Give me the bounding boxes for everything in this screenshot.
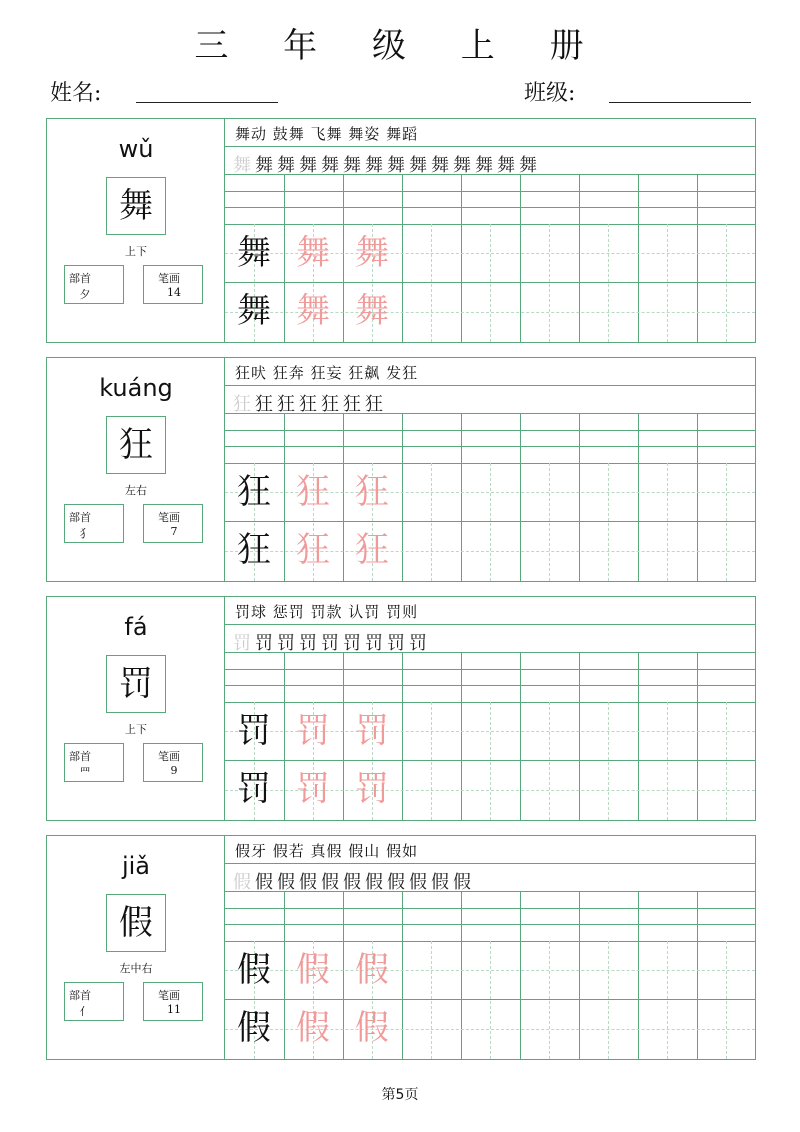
stroke-step: 舞 (255, 155, 274, 176)
grid-guide (726, 224, 727, 342)
trace-character[interactable]: 舞 (296, 233, 330, 273)
stroke-step: 假 (365, 872, 384, 893)
grid-line (225, 685, 755, 686)
character-card (46, 357, 756, 582)
pinyin: jiǎ (121, 852, 151, 880)
model-character: 罚 (237, 769, 271, 809)
stroke-step: 罚 (387, 633, 406, 654)
grid-line (225, 446, 755, 447)
trace-character[interactable]: 罚 (296, 769, 330, 809)
stroke-step: 罚 (255, 633, 274, 654)
grid-guide (490, 941, 491, 1059)
model-character: 假 (237, 950, 271, 990)
stroke-step: 狂 (233, 394, 252, 415)
grid-guide (667, 463, 668, 581)
grid-line (520, 891, 521, 1059)
grid-line (225, 863, 755, 864)
grid-line (520, 652, 521, 820)
stroke-step: 舞 (387, 155, 406, 176)
word-examples: 假牙 假若 真假 假山 假如 (235, 842, 419, 860)
stroke-step: 舞 (321, 155, 340, 176)
radical-label: 部首 (69, 989, 91, 1002)
page-title: 三 年 级 上 册 (194, 26, 606, 66)
grid-guide (667, 702, 668, 820)
grid-line (225, 908, 755, 909)
stroke-step: 狂 (277, 394, 296, 415)
grid-guide (490, 224, 491, 342)
trace-character[interactable]: 罚 (355, 711, 389, 751)
stroke-step: 假 (387, 872, 406, 893)
stroke-step: 假 (453, 872, 472, 893)
grid-guide (608, 941, 609, 1059)
character-info-panel (47, 358, 225, 581)
main-character: 假 (106, 894, 166, 952)
stroke-step: 舞 (519, 155, 538, 176)
trace-character[interactable]: 狂 (296, 472, 330, 512)
character-card (46, 118, 756, 343)
stroke-step: 舞 (343, 155, 362, 176)
stroke-step: 罚 (321, 633, 340, 654)
radical-label: 部首 (69, 750, 91, 763)
pinyin: wǔ (118, 135, 154, 163)
stroke-order-row (233, 868, 475, 894)
stroke-step: 舞 (277, 155, 296, 176)
stroke-step: 罚 (409, 633, 428, 654)
word-examples: 舞动 鼓舞 飞舞 舞姿 舞蹈 (235, 125, 419, 143)
pinyin: fá (124, 613, 148, 641)
trace-character[interactable]: 假 (355, 950, 389, 990)
structure-label: 上下 (125, 245, 147, 258)
strokes-value: 9 (170, 764, 178, 777)
grid-line (225, 385, 755, 386)
strokes-label: 笔画 (158, 750, 180, 763)
trace-character[interactable]: 罚 (296, 711, 330, 751)
grid-line (520, 413, 521, 581)
main-character: 狂 (106, 416, 166, 474)
grid-line (579, 413, 580, 581)
stroke-step: 假 (321, 872, 340, 893)
stroke-order-row (233, 151, 541, 177)
trace-character[interactable]: 假 (355, 1008, 389, 1048)
writing-grid (225, 836, 755, 1059)
radical-box (64, 265, 124, 304)
grid-line (402, 174, 403, 342)
grid-line (579, 174, 580, 342)
grid-line (697, 413, 698, 581)
grid-guide (549, 941, 550, 1059)
word-examples: 狂吠 狂奔 狂妄 狂飙 发狂 (235, 364, 419, 382)
model-character: 假 (237, 1008, 271, 1048)
stroke-step: 罚 (277, 633, 296, 654)
stroke-step: 舞 (299, 155, 318, 176)
radical-value: 夕 (79, 288, 91, 301)
stroke-step: 舞 (409, 155, 428, 176)
stroke-step: 狂 (365, 394, 384, 415)
radical-box (64, 504, 124, 543)
model-character: 罚 (237, 711, 271, 751)
grid-line (225, 191, 755, 192)
trace-character[interactable]: 假 (296, 1008, 330, 1048)
grid-line (579, 891, 580, 1059)
radical-value: 罒 (79, 766, 91, 779)
grid-guide (549, 702, 550, 820)
stroke-step: 假 (277, 872, 296, 893)
stroke-step: 罚 (343, 633, 362, 654)
grid-line (225, 924, 755, 925)
trace-character[interactable]: 狂 (355, 530, 389, 570)
strokes-label: 笔画 (158, 272, 180, 285)
trace-character[interactable]: 罚 (355, 769, 389, 809)
structure-label: 上下 (125, 723, 147, 736)
grid-guide (549, 224, 550, 342)
grid-line (225, 207, 755, 208)
stroke-step: 罚 (365, 633, 384, 654)
grid-guide (431, 463, 432, 581)
stroke-step: 假 (233, 872, 252, 893)
grid-guide (431, 941, 432, 1059)
grid-line (402, 413, 403, 581)
stroke-step: 舞 (497, 155, 516, 176)
trace-character[interactable]: 舞 (296, 291, 330, 331)
grid-line (638, 652, 639, 820)
strokes-box (143, 265, 203, 304)
strokes-box (143, 982, 203, 1021)
stroke-step: 舞 (233, 155, 252, 176)
grid-line (638, 413, 639, 581)
character-card (46, 835, 756, 1060)
strokes-value: 14 (167, 286, 181, 299)
stroke-step: 罚 (299, 633, 318, 654)
trace-character[interactable]: 舞 (355, 233, 389, 273)
name-label: 姓名: (50, 81, 102, 106)
grid-guide (726, 463, 727, 581)
writing-grid (225, 358, 755, 581)
character-info-panel (47, 597, 225, 820)
stroke-step: 假 (255, 872, 274, 893)
grid-line (638, 891, 639, 1059)
model-character: 狂 (237, 530, 271, 570)
stroke-step: 狂 (343, 394, 362, 415)
grid-line (225, 624, 755, 625)
radical-box (64, 743, 124, 782)
grid-guide (608, 463, 609, 581)
grid-guide (431, 702, 432, 820)
class-field[interactable] (609, 102, 751, 103)
stroke-order-row (233, 390, 387, 416)
stroke-step: 假 (409, 872, 428, 893)
grid-line (225, 146, 755, 147)
radical-label: 部首 (69, 272, 91, 285)
grid-line (520, 174, 521, 342)
strokes-box (143, 743, 203, 782)
grid-line (461, 891, 462, 1059)
character-info-panel (47, 119, 225, 342)
trace-character[interactable]: 舞 (355, 291, 389, 331)
model-character: 舞 (237, 233, 271, 273)
radical-label: 部首 (69, 511, 91, 524)
grid-guide (549, 463, 550, 581)
grid-guide (490, 702, 491, 820)
writing-grid (225, 119, 755, 342)
strokes-label: 笔画 (158, 989, 180, 1002)
main-character: 罚 (106, 655, 166, 713)
character-card (46, 596, 756, 821)
grid-line (461, 174, 462, 342)
stroke-step: 假 (299, 872, 318, 893)
stroke-step: 狂 (255, 394, 274, 415)
page-number: 第5页 (381, 1087, 419, 1103)
grid-line (402, 652, 403, 820)
grid-guide (608, 224, 609, 342)
model-character: 狂 (237, 472, 271, 512)
word-examples: 罚球 惩罚 罚款 认罚 罚则 (235, 603, 419, 621)
grid-line (697, 174, 698, 342)
model-character: 舞 (237, 291, 271, 331)
name-field[interactable] (136, 102, 278, 103)
radical-value: 犭 (79, 527, 91, 540)
character-info-panel (47, 836, 225, 1059)
grid-line (697, 652, 698, 820)
stroke-step: 舞 (365, 155, 384, 176)
grid-line (461, 652, 462, 820)
grid-line (579, 652, 580, 820)
grid-line (461, 413, 462, 581)
stroke-order-row (233, 629, 431, 655)
grid-guide (667, 224, 668, 342)
grid-line (697, 891, 698, 1059)
trace-character[interactable]: 假 (296, 950, 330, 990)
trace-character[interactable]: 狂 (296, 530, 330, 570)
main-character: 舞 (106, 177, 166, 235)
trace-character[interactable]: 狂 (355, 472, 389, 512)
grid-line (402, 891, 403, 1059)
stroke-step: 狂 (299, 394, 318, 415)
grid-line (225, 669, 755, 670)
stroke-step: 舞 (453, 155, 472, 176)
grid-guide (608, 702, 609, 820)
strokes-value: 7 (170, 525, 178, 538)
strokes-box (143, 504, 203, 543)
stroke-step: 舞 (475, 155, 494, 176)
grid-line (638, 174, 639, 342)
grid-guide (667, 941, 668, 1059)
stroke-step: 假 (343, 872, 362, 893)
stroke-step: 假 (431, 872, 450, 893)
grid-guide (726, 702, 727, 820)
stroke-step: 罚 (233, 633, 252, 654)
writing-grid (225, 597, 755, 820)
strokes-value: 11 (167, 1003, 181, 1016)
radical-box (64, 982, 124, 1021)
grid-line (225, 430, 755, 431)
strokes-label: 笔画 (158, 511, 180, 524)
structure-label: 左中右 (119, 962, 153, 975)
grid-guide (490, 463, 491, 581)
radical-value: 亻 (79, 1005, 91, 1018)
grid-guide (726, 941, 727, 1059)
structure-label: 左右 (125, 484, 147, 497)
stroke-step: 舞 (431, 155, 450, 176)
class-label: 班级: (524, 81, 576, 106)
stroke-step: 狂 (321, 394, 340, 415)
grid-guide (431, 224, 432, 342)
pinyin: kuáng (99, 374, 173, 402)
